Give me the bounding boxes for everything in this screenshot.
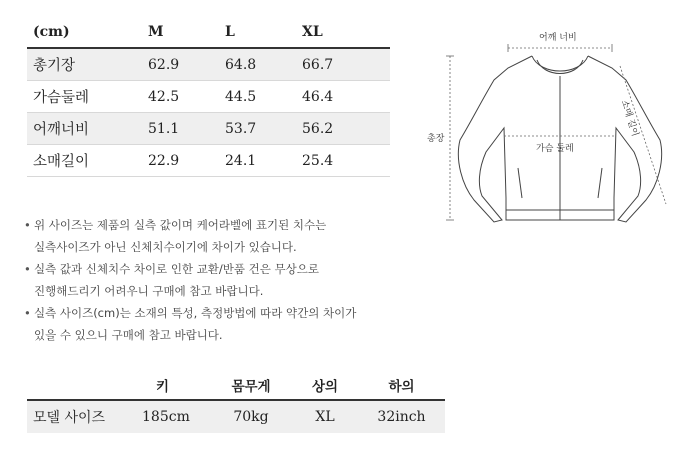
size-table bbox=[27, 16, 390, 177]
sleeve-length-label: 소매 길이 bbox=[618, 98, 640, 138]
model-height-value: 185cm bbox=[142, 409, 190, 425]
cell-value: 56.2 bbox=[302, 120, 334, 137]
cell-value: 53.7 bbox=[225, 120, 257, 137]
chest-label: 가슴 둘레 bbox=[536, 144, 574, 154]
cell-value: 64.8 bbox=[225, 56, 257, 73]
model-weight-value: 70kg bbox=[233, 409, 269, 425]
jacket-measurement-diagram bbox=[420, 20, 690, 250]
cell-value: 24.1 bbox=[225, 152, 257, 169]
row-label: 어깨너비 bbox=[33, 122, 90, 138]
cell-value: 46.4 bbox=[302, 88, 334, 105]
cell-value: 62.9 bbox=[148, 56, 180, 73]
note-line: • 실측 값과 신체치수 차이로 인한 교환/반품 건은 무상으로 bbox=[34, 262, 319, 276]
note-item bbox=[24, 258, 356, 302]
size-header-xl: XL bbox=[302, 23, 323, 40]
model-header-height: 키 bbox=[156, 378, 170, 395]
size-table-header bbox=[27, 16, 390, 49]
cell-value: 25.4 bbox=[302, 152, 334, 169]
unit-header: (cm) bbox=[33, 23, 70, 40]
note-line: 진행해드리기 어려우니 구매에 참고 바랍니다. bbox=[34, 284, 264, 298]
cell-value: 66.7 bbox=[302, 56, 334, 73]
note-line: • 실측 사이즈(cm)는 소재의 특성, 측정방법에 따라 약간의 차이가 bbox=[34, 306, 357, 320]
note-line: 실측사이즈가 아닌 신체치수이기에 차이가 있습니다. bbox=[34, 240, 297, 254]
row-label: 총기장 bbox=[33, 58, 76, 74]
size-notes bbox=[24, 214, 356, 346]
model-table-header bbox=[27, 370, 445, 401]
model-header-top: 상의 bbox=[311, 378, 339, 395]
jacket-illustration bbox=[420, 20, 690, 250]
table-row bbox=[27, 113, 390, 145]
model-size-table bbox=[27, 370, 445, 433]
cell-value: 22.9 bbox=[148, 152, 180, 169]
row-label: 소매길이 bbox=[33, 154, 90, 170]
model-top-value: XL bbox=[315, 409, 335, 425]
size-header-m: M bbox=[148, 23, 164, 40]
note-line: 있을 수 있으니 구매에 참고 바랍니다. bbox=[34, 328, 223, 342]
cell-value: 51.1 bbox=[148, 120, 180, 137]
model-bottom-value: 32inch bbox=[377, 409, 426, 425]
model-header-weight: 몸무게 bbox=[231, 378, 271, 395]
note-item bbox=[24, 302, 356, 346]
model-table-row bbox=[27, 401, 445, 433]
total-length-label: 총장 bbox=[427, 134, 445, 144]
cell-value: 44.5 bbox=[225, 88, 257, 105]
table-row bbox=[27, 81, 390, 113]
cell-value: 42.5 bbox=[148, 88, 180, 105]
note-line: • 위 사이즈는 제품의 실측 값이며 케어라벨에 표기된 치수는 bbox=[34, 218, 327, 232]
note-item bbox=[24, 214, 356, 258]
model-row-label: 모델 사이즈 bbox=[33, 410, 106, 426]
size-header-l: L bbox=[225, 23, 235, 40]
shoulder-width-label: 어깨 너비 bbox=[539, 33, 577, 43]
model-header-bottom: 하의 bbox=[388, 378, 415, 395]
table-row bbox=[27, 145, 390, 177]
row-label: 가슴둘레 bbox=[33, 90, 90, 106]
table-row bbox=[27, 49, 390, 81]
